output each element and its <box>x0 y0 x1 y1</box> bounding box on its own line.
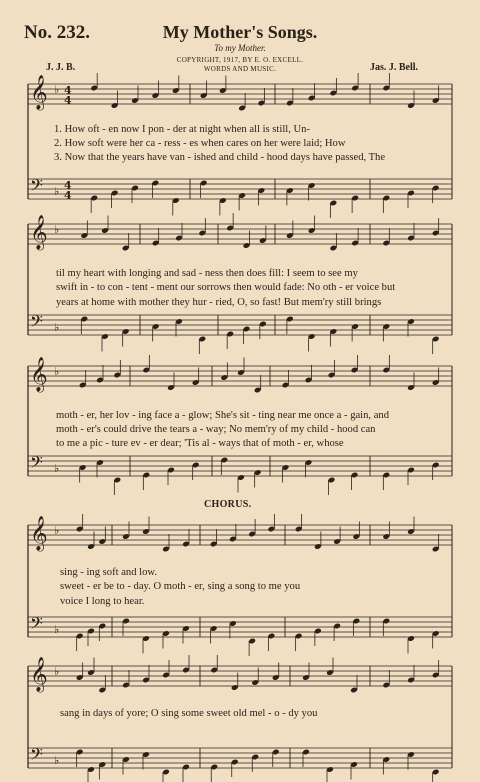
treble-clef: 𝄞 <box>30 657 48 692</box>
time-signature: 4 <box>64 94 72 107</box>
time-signature: 4 <box>64 84 72 97</box>
key-flat: ♭ <box>54 665 60 678</box>
key-flat: ♭ <box>54 754 60 767</box>
bass-clef: 𝄢 <box>30 311 43 335</box>
chorus-label: CHORUS. <box>204 499 252 510</box>
hymn-title: My Mother's Songs. <box>162 22 318 42</box>
dedication: To my Mother. <box>214 43 266 53</box>
copyright-line: COPYRIGHT, 1917, BY E. O. EXCELL. <box>176 56 304 64</box>
lyric-line: sang in days of yore; O sing some sweet old mel - o - dy you <box>60 708 318 719</box>
bass-clef: 𝄢 <box>30 744 43 768</box>
treble-clef: 𝄞 <box>30 357 48 392</box>
treble-clef: 𝄞 <box>30 516 48 551</box>
key-flat: ♭ <box>54 524 60 537</box>
lyric-line: moth - er, her lov - ing face a - glow; She's sit - ting near me once a - gain, and <box>56 410 390 421</box>
key-flat: ♭ <box>54 185 60 198</box>
lyric-line: moth - er's could drive the tears a - way; No mem'ry of my child - hood can <box>56 424 376 435</box>
hymn-number: No. 232. <box>24 22 90 43</box>
lyric-line: to me a pic - ture ev - er dear; 'Tis al - ways that of moth - er, whose <box>56 438 344 449</box>
bass-clef: 𝄢 <box>30 452 43 476</box>
key-flat: ♭ <box>54 365 60 378</box>
bass-clef: 𝄢 <box>30 175 43 199</box>
lyric-line: til my heart with longing and sad - ness then does fill: I seem to see my <box>56 268 358 279</box>
lyric-line: 1. How oft - en now I pon - der at night when all is still, Un- <box>54 124 310 135</box>
time-signature: 4 <box>64 179 72 192</box>
key-flat: ♭ <box>54 321 60 334</box>
lyric-line: sing - ing soft and low. <box>60 567 158 578</box>
key-flat: ♭ <box>54 83 60 96</box>
lyric-line: swift in - to con - tent - ment our sorrows then would fade: No oth - er voice but <box>56 282 396 293</box>
lyric-line: years at home with mother they hur - ried, O, so fast! But mem'ry still brings <box>56 297 382 308</box>
copyright-subline: WORDS AND MUSIC. <box>203 65 277 73</box>
key-flat: ♭ <box>54 223 60 236</box>
composer-credit: Jas. J. Bell. <box>369 62 418 73</box>
lyric-line: sweet - er be to - day. O moth - er, sing a song to me you <box>60 581 301 592</box>
bass-clef: 𝄢 <box>30 613 43 637</box>
lyric-line: 2. How soft were her ca - ress - es when cares on her were laid; How <box>54 138 346 149</box>
time-signature: 4 <box>64 189 72 202</box>
treble-clef: 𝄞 <box>30 215 48 250</box>
lyric-line: 3. Now that the years have van - ished and child - hood days have passed, The <box>54 152 386 163</box>
treble-clef: 𝄞 <box>30 75 48 110</box>
key-flat: ♭ <box>54 623 60 636</box>
key-flat: ♭ <box>54 462 60 475</box>
lyricist-credit: J. J. B. <box>46 62 76 73</box>
lyric-line: voice I long to hear. <box>60 596 145 607</box>
